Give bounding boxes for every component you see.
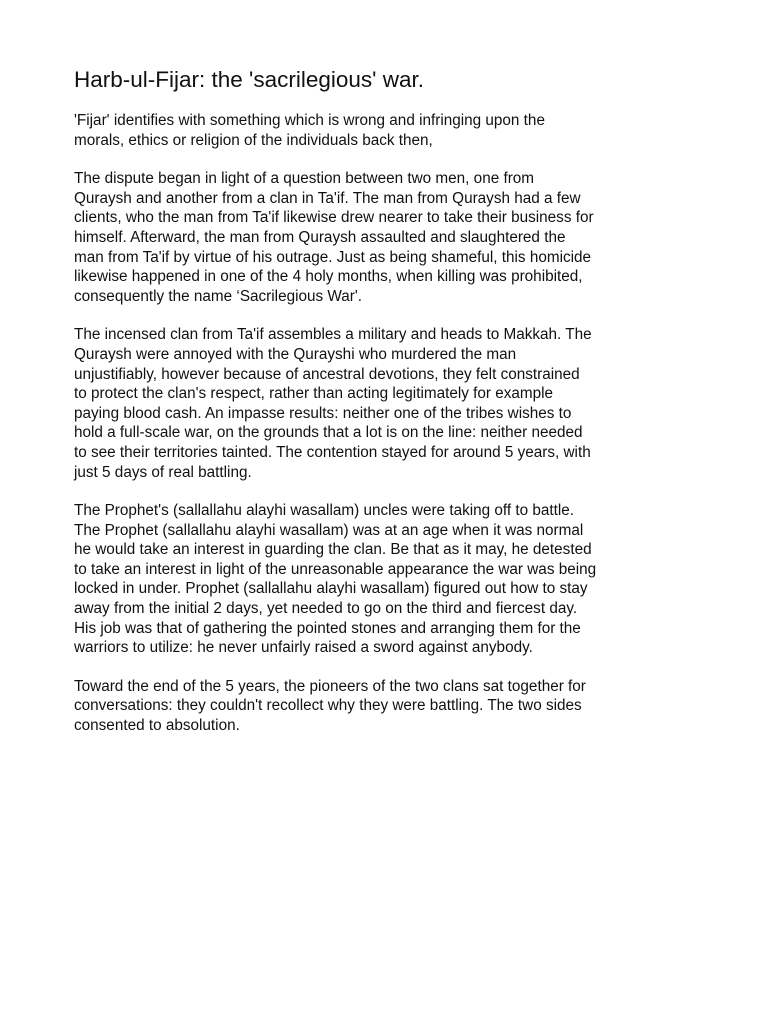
paragraph-absolution <box>74 677 714 736</box>
text-line: likewise happened in one of the 4 holy months, when killing was prohibited, <box>74 268 583 286</box>
text-line: locked in under. Prophet (sallallahu alayhi wasallam) figured out how to stay <box>74 580 588 598</box>
paragraph-prophet <box>74 501 714 658</box>
text-line: Quraysh were annoyed with the Qurayshi who murdered the man <box>74 345 517 363</box>
text-line: warriors to utilize: he never unfairly raised a sword against anybody. <box>74 639 533 657</box>
text-line: unjustifiably, however because of ancestral devotions, they felt constrained <box>74 365 580 383</box>
paragraph-fijar-definition <box>74 111 714 150</box>
text-line: morals, ethics or religion of the individuals back then, <box>74 131 433 149</box>
paragraph-clan-military <box>74 325 714 482</box>
text-line: The Prophet (sallallahu alayhi wasallam) was at an age when it was normal <box>74 521 584 539</box>
text-line: hold a full-scale war, on the grounds that a lot is on the line: neither needed <box>74 424 583 442</box>
text-line: just 5 days of real battling. <box>74 463 252 481</box>
text-line: to protect the clan's respect, rather than acting legitimately for example <box>74 385 554 403</box>
text-line: The dispute began in light of a question between two men, one from <box>74 170 535 188</box>
text-line: man from Ta'if by virtue of his outrage. Just as being shameful, this homicide <box>74 248 592 266</box>
document-page <box>74 66 714 755</box>
document-title: Harb-ul-Fijar: the 'sacrilegious' war. <box>74 67 424 92</box>
text-line: to see their territories tainted. The contention stayed for around 5 years, with <box>74 443 591 461</box>
text-line: clients, who the man from Ta'if likewise drew nearer to take their business for <box>74 209 594 227</box>
text-line: to take an interest in light of the unreasonable appearance the war was being <box>74 560 597 578</box>
text-line: Toward the end of the 5 years, the pioneers of the two clans sat together for <box>74 677 586 695</box>
text-line: 'Fijar' identifies with something which is wrong and infringing upon the <box>74 112 545 129</box>
text-line: Quraysh and another from a clan in Ta'if. The man from Quraysh had a few <box>74 189 581 207</box>
text-line: he would take an interest in guarding the clan. Be that as it may, he detested <box>74 541 592 559</box>
paragraph-dispute <box>74 169 714 306</box>
text-line: conversations: they couldn't recollect why they were battling. The two sides <box>74 697 582 715</box>
text-line: His job was that of gathering the pointed stones and arranging them for the <box>74 619 581 637</box>
text-line: consequently the name ‘Sacrilegious War'. <box>74 287 363 305</box>
text-line: away from the initial 2 days, yet needed to go on the third and fiercest day. <box>74 600 578 618</box>
text-line: The Prophet's (sallallahu alayhi wasallam) uncles were taking off to battle. <box>74 502 575 520</box>
text-line: The incensed clan from Ta'if assembles a military and heads to Makkah. The <box>74 326 592 344</box>
text-line: himself. Afterward, the man from Quraysh assaulted and slaughtered the <box>74 228 566 246</box>
text-line: paying blood cash. An impasse results: neither one of the tribes wishes to <box>74 404 572 422</box>
text-line: consented to absolution. <box>74 717 240 735</box>
